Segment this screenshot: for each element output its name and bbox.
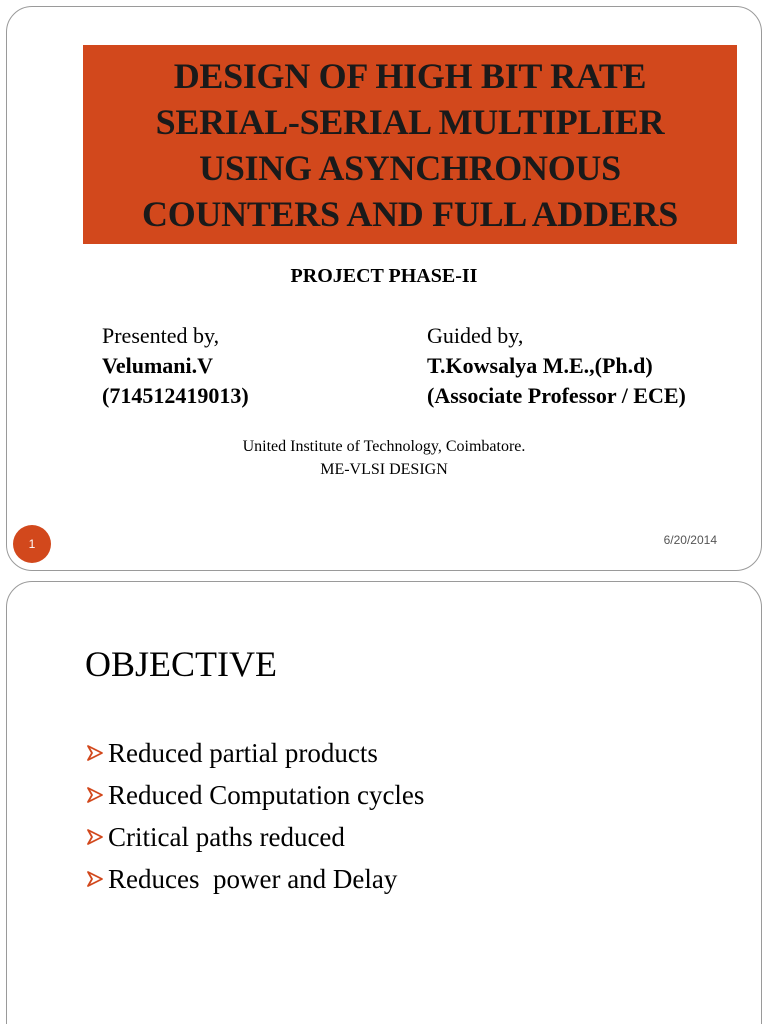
list-item: [85, 732, 424, 774]
guide-name: T.Kowsalya M.E.,(Ph.d): [427, 353, 653, 378]
arrowhead-bullet-icon: [85, 786, 105, 804]
arrowhead-bullet-icon: [85, 828, 105, 846]
presenter-id: (714512419013): [102, 383, 249, 408]
list-item: [85, 816, 424, 858]
presenter-name: Velumani.V: [102, 353, 214, 378]
bullet-text: Reduced partial products: [108, 738, 378, 768]
slide-title-text: DESIGN OF HIGH BIT RATE SERIAL-SERIAL MULTIPLIER USING ASYNCHRONOUS COUNTERS AND FULL ADDERS: [142, 55, 678, 234]
guide-designation: (Associate Professor / ECE): [427, 383, 686, 408]
objective-list: [85, 732, 424, 900]
course-name: ME-VLSI DESIGN: [320, 461, 448, 478]
slide-title: [6, 6, 762, 571]
institute-block: [7, 435, 761, 481]
list-item: [85, 858, 424, 900]
bullet-text: Reduces power and Delay: [108, 864, 398, 894]
presenter-block: [102, 321, 249, 411]
arrowhead-bullet-icon: [85, 870, 105, 888]
bullet-text: Critical paths reduced: [108, 822, 345, 852]
slide-objective: [6, 581, 762, 1024]
guide-block: [427, 321, 686, 411]
bullet-text: Reduced Computation cycles: [108, 780, 425, 810]
objective-heading: OBJECTIVE: [85, 644, 277, 684]
title-banner: [83, 45, 737, 244]
guide-label: Guided by,: [427, 323, 524, 348]
arrowhead-bullet-icon: [85, 744, 105, 762]
project-phase: PROJECT PHASE-II: [290, 265, 478, 287]
list-item: [85, 774, 424, 816]
institute-name: United Institute of Technology, Coimbatore.: [242, 438, 526, 455]
slide-number-badge: 1: [13, 525, 51, 563]
slide-date: 6/20/2014: [663, 533, 717, 547]
presenter-label: Presented by,: [102, 323, 220, 348]
